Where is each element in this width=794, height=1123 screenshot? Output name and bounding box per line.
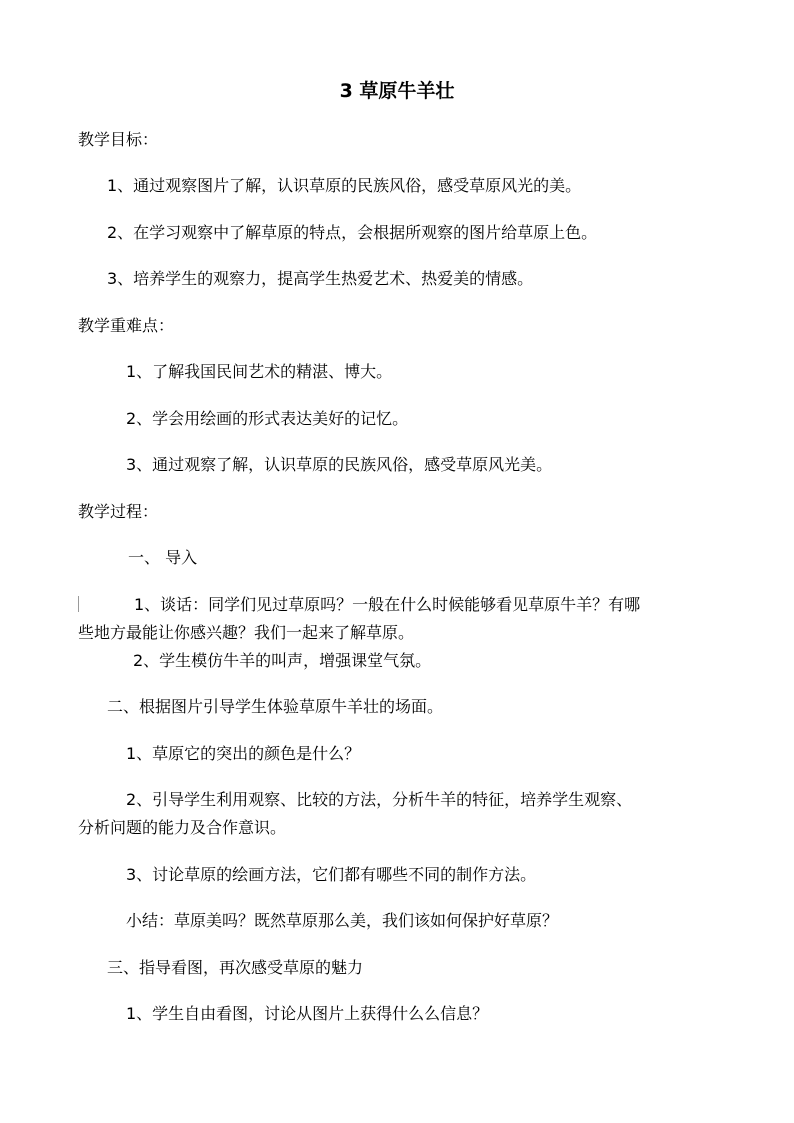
section3-heading: 三、指导看图，再次感受草原的魅力 — [107, 958, 364, 977]
keypoints-heading: 教学重难点： — [78, 316, 175, 335]
objective-item-3: 3、培养学生的观察力，提高学生热爱艺术、热爱美的情感。 — [107, 269, 534, 288]
document-title: 3 草原牛羊壮 — [339, 80, 455, 102]
keypoint-item-3: 3、通过观察了解，认识草原的民族风俗，感受草原风光美。 — [126, 455, 553, 474]
section3-item1: 1、学生自由看图，讨论从图片上获得什么么信息？ — [126, 1004, 489, 1023]
section2-item2-line1: 2、引导学生利用观察、比较的方法，分析牛羊的特征，培养学生观察、 — [126, 790, 633, 809]
section1-heading: 一、 导入 — [128, 548, 198, 567]
text-cursor-mark — [78, 596, 79, 612]
objective-item-2: 2、在学习观察中了解草原的特点，会根据所观察的图片给草原上色。 — [107, 223, 598, 242]
objectives-heading: 教学目标： — [78, 130, 159, 149]
section2-heading: 二、根据图片引导学生体验草原牛羊壮的场面。 — [107, 697, 444, 716]
keypoint-item-1: 1、了解我国民间艺术的精湛、博大。 — [126, 362, 393, 381]
section2-summary: 小结：草原美吗？既然草原那么美，我们该如何保护好草原？ — [126, 911, 559, 930]
section1-item2: 2、学生模仿牛羊的叫声，增强课堂气氛。 — [133, 651, 432, 670]
objective-item-1: 1、通过观察图片了解，认识草原的民族风俗，感受草原风光的美。 — [107, 176, 582, 195]
section1-item1-line2: 些地方最能让你感兴趣？我们一起来了解草原。 — [78, 623, 415, 642]
section2-item3: 3、讨论草原的绘画方法，它们都有哪些不同的制作方法。 — [126, 865, 537, 884]
process-heading: 教学过程： — [78, 502, 159, 521]
section1-item1-line1: 1、谈话：同学们见过草原吗？一般在什么时候能够看见草原牛羊？有哪 — [134, 595, 641, 614]
keypoint-item-2: 2、学会用绘画的形式表达美好的记忆。 — [126, 409, 409, 428]
section2-item2-line2: 分析问题的能力及合作意识。 — [78, 818, 287, 837]
section2-item1: 1、草原它的突出的颜色是什么？ — [126, 744, 361, 763]
